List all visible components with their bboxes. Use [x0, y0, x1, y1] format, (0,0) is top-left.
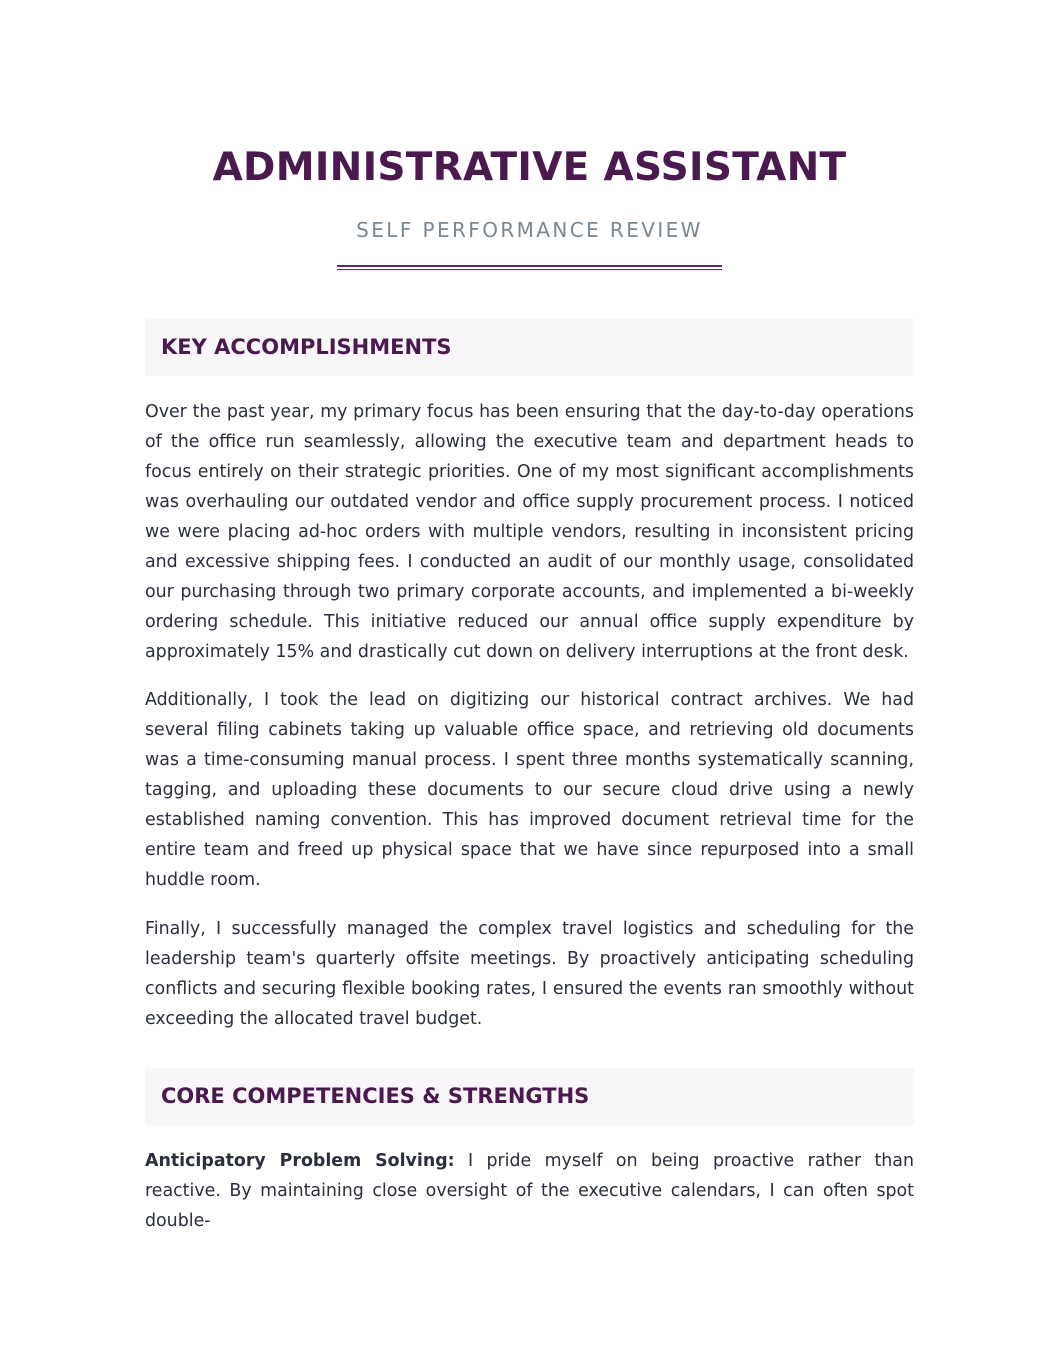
document-subtitle: SELF PERFORMANCE REVIEW: [356, 218, 703, 242]
section-header-key-accomplishments: [145, 319, 914, 376]
section-heading: KEY ACCOMPLISHMENTS: [161, 335, 452, 359]
competency-text: I pride myself on being proactive rather than reactive. By maintaining close oversight of the executive calendars, I can often spot double-: [145, 1151, 914, 1231]
section-heading: CORE COMPETENCIES & STRENGTHS: [161, 1084, 590, 1108]
accomplishments-paragraph-3: Finally, I successfully managed the complex travel logistics and scheduling for the leadership team's quarterly offsite meetings. By proactively anticipating scheduling conflicts and securing flexible booking rates, I ensured the events ran smoothly without exceeding the allocated travel budget.: [145, 919, 914, 1029]
document-title: ADMINISTRATIVE ASSISTANT: [212, 145, 847, 190]
accomplishments-paragraph-1: Over the past year, my primary focus has been ensuring that the day-to-day operations of the office run seamlessly, allowing the executive team and department heads to focus entirely on their strategic priorities. One of my most significant accomplishments was overhauling our outdated vendor and office supply procurement process. I noticed we were placing ad-hoc orders with multiple vendors, resulting in inconsistent pricing and excessive shipping fees. I conducted an audit of our monthly usage, consolidated our purchasing through two primary corporate accounts, and implemented a bi-weekly ordering schedule. This initiative reduced our annual office supply expenditure by approximately 15% and drastically cut down on delivery interruptions at the front desk.: [145, 402, 914, 662]
competency-label: Anticipatory Problem Solving:: [145, 1151, 455, 1171]
competency-item: [145, 1146, 914, 1236]
section-header-core-competencies: [145, 1068, 914, 1125]
title-divider: [337, 265, 722, 270]
accomplishments-paragraph-2: Additionally, I took the lead on digitizing our historical contract archives. We had several filing cabinets taking up valuable office space, and retrieving old documents was a time-consuming manual process. I spent three months systematically scanning, tagging, and uploading these documents to our secure cloud drive using a newly established naming convention. This has improved document retrieval time for the entire team and freed up physical space that we have since repurposed into a small huddle room.: [145, 690, 914, 890]
